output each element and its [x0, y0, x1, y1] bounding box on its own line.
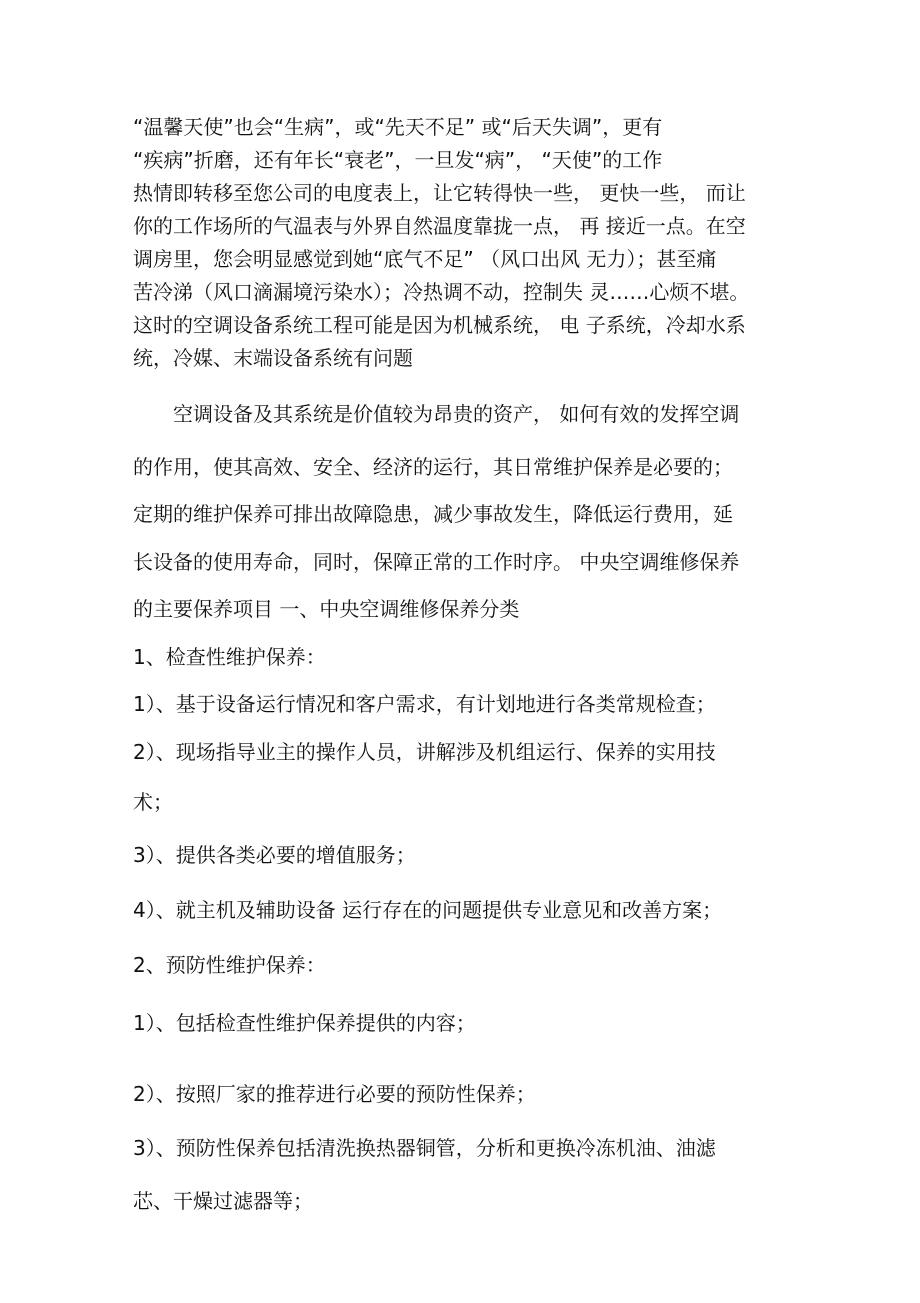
text-line: 苦冷涕（风口滴漏境污染水）；冷热调不动，控制失 灵……心烦不堪。 — [133, 280, 750, 304]
list-item-continuation: 芯、干燥过滤器等； — [133, 1189, 313, 1213]
list-item: 1）、基于设备运行情况和客户需求，有计划地进行各类常规检查； — [133, 692, 716, 716]
section-heading: 2、预防性维护保养： — [133, 953, 326, 977]
text-line: 统，冷媒、末端设备系统有问题 — [133, 346, 413, 370]
list-item: 3）、提供各类必要的增值服务； — [133, 843, 416, 867]
text-line: 定期的维护保养可排出故障隐患，减少事故发生，降低运行费用，延 — [133, 502, 733, 526]
text-line: 长设备的使用寿命，同时，保障正常的工作时序。 中央空调维修保养 — [133, 550, 740, 574]
text-line: 空调设备及其系统是价值较为昂贵的资产， 如何有效的发挥空调 — [173, 402, 740, 426]
text-line: 的作用，使其高效、安全、经济的运行，其日常维护保养是必要的； — [133, 455, 733, 479]
list-item: 2）、现场指导业主的操作人员，讲解涉及机组运行、保养的实用技 — [133, 740, 716, 764]
text-line: 这时的空调设备系统工程可能是因为机械系统， 电 子系统，冷却水系 — [133, 313, 746, 337]
list-item: 4）、就主机及辅助设备 运行存在的问题提供专业意见和改善方案； — [133, 898, 723, 922]
text-line: 的主要保养项目 一、中央空调维修保养分类 — [133, 597, 520, 621]
list-item-continuation: 术； — [133, 790, 173, 814]
section-heading: 1、检查性维护保养： — [133, 645, 326, 669]
list-item: 1）、包括检查性维护保养提供的内容； — [133, 1011, 476, 1035]
text-line: “温馨天使”也会“生病”，或“先天不足” 或“后天失调”，更有 — [133, 115, 663, 139]
list-item: 3）、预防性保养包括清洗换热器铜管，分析和更换冷冻机油、油滤 — [133, 1136, 716, 1160]
text-line: 你的工作场所的气温表与外界自然温度靠拢一点， 再 接近一点。在空 — [133, 214, 746, 238]
text-line: “疾病”折磨，还有年长“衰老”，一旦发“病”， “天使”的工作 — [133, 148, 663, 172]
text-line: 热情即转移至您公司的电度表上，让它转得快一些， 更快一些， 而让 — [133, 181, 746, 205]
text-line: 调房里，您会明显感觉到她“底气不足” （风口出风 无力）；甚至痛 — [133, 247, 717, 271]
list-item: 2）、按照厂家的推荐进行必要的预防性保养； — [133, 1082, 536, 1106]
